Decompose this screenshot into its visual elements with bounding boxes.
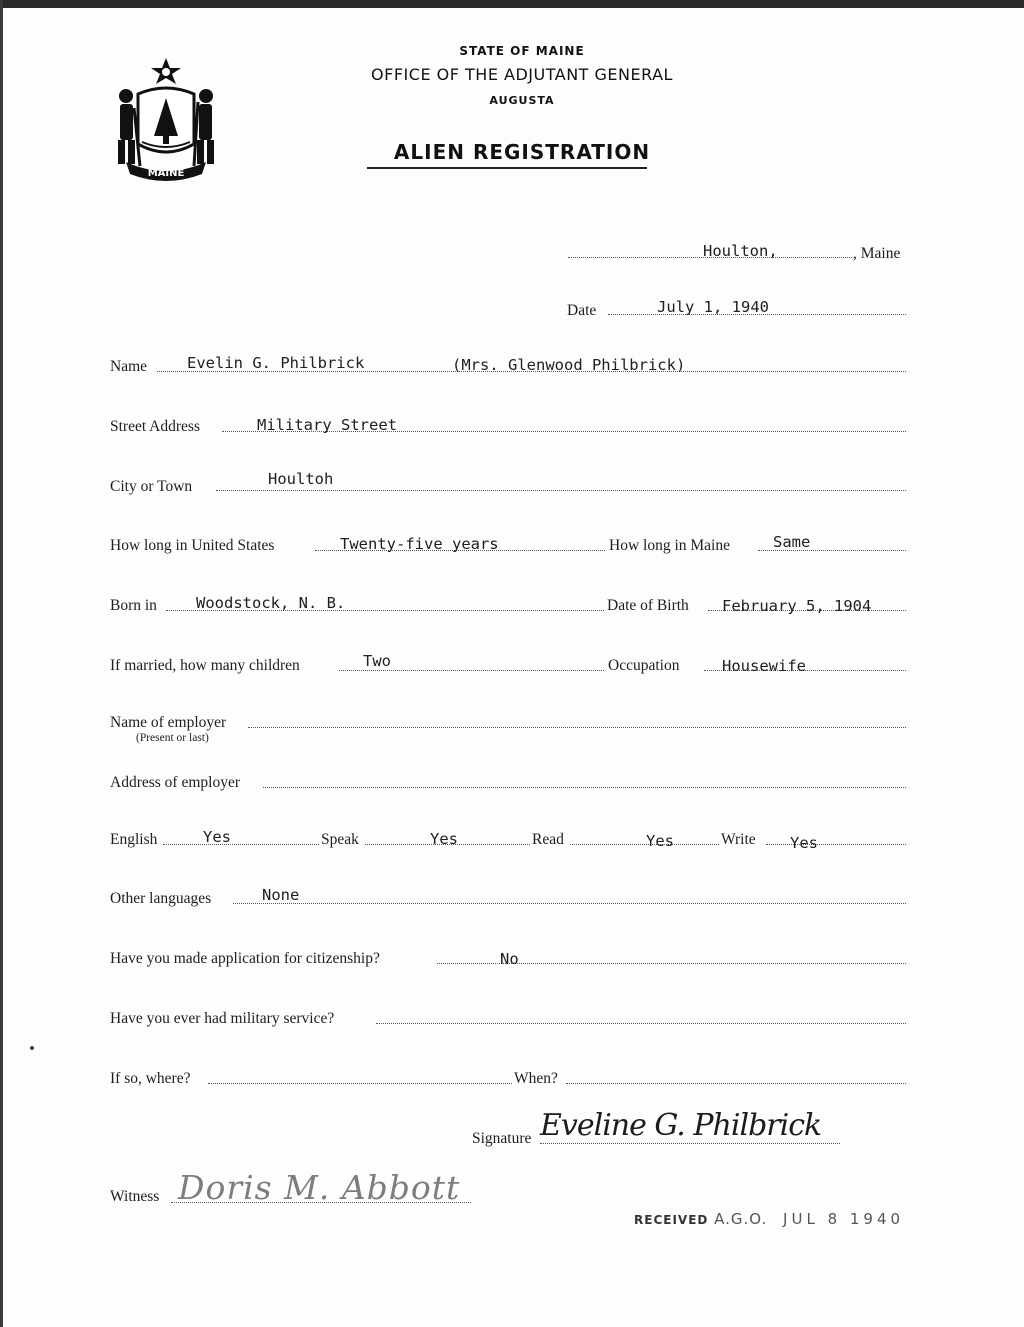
children-value: Two [363, 652, 391, 670]
read-line [570, 844, 719, 845]
other-languages-label: Other languages [110, 890, 212, 907]
write-value: Yes [790, 834, 818, 852]
children-label: If married, how many children [110, 657, 300, 674]
when-line [566, 1083, 906, 1084]
born-value: Woodstock, N. B. [196, 594, 346, 612]
speak-value: Yes [430, 830, 458, 848]
city-value: Houltoh [268, 470, 334, 488]
employer-label: Name of employer [110, 714, 227, 731]
when-label: When? [514, 1070, 558, 1087]
stamp-received: RECEIVED [634, 1213, 709, 1227]
scan-speck [30, 1046, 34, 1050]
write-label: Write [721, 831, 756, 848]
where-line [208, 1083, 512, 1084]
name-alias-value: (Mrs. Glenwood Philbrick) [452, 356, 686, 374]
dob-label: Date of Birth [607, 597, 689, 614]
employer-address-line [263, 787, 906, 788]
speak-label: Speak [321, 831, 359, 848]
english-value: Yes [203, 828, 231, 846]
employer-line [248, 727, 906, 728]
english-label: English [110, 831, 158, 848]
scan-edge-left [0, 0, 3, 1327]
english-line [163, 844, 319, 845]
city-label: City or Town [110, 478, 193, 495]
date-label: Date [567, 302, 597, 319]
stamp-date: JUL 8 1940 [783, 1210, 905, 1228]
street-label: Street Address [110, 418, 200, 435]
witness-value: Doris M. Abbott [178, 1168, 461, 1207]
citizenship-value: No [500, 950, 519, 968]
place-suffix: , Maine [853, 245, 901, 262]
office-heading: OFFICE OF THE ADJUTANT GENERAL [371, 65, 673, 84]
received-stamp [634, 1210, 904, 1228]
signature-label: Signature [472, 1130, 532, 1147]
where-label: If so, where? [110, 1070, 191, 1087]
us-duration-value: Twenty-five years [340, 535, 499, 553]
children-line [339, 670, 604, 671]
other-languages-line [233, 903, 906, 904]
date-value: July 1, 1940 [657, 298, 769, 316]
seal-banner-text: MAINE [147, 168, 185, 179]
read-label: Read [532, 831, 564, 848]
state-heading: STATE OF MAINE [459, 44, 585, 58]
citizenship-label: Have you made application for citizenship? [110, 950, 380, 967]
scan-edge-top [0, 0, 1024, 8]
military-label: Have you ever had military service? [110, 1010, 335, 1027]
employer-address-label: Address of employer [110, 774, 240, 791]
occupation-label: Occupation [608, 657, 680, 674]
us-duration-label: How long in United States [110, 537, 275, 554]
occupation-value: Housewife [722, 657, 806, 675]
born-label: Born in [110, 597, 157, 614]
stamp-office: A.G.O. [714, 1210, 768, 1228]
dob-value: February 5, 1904 [722, 597, 872, 615]
maine-duration-label: How long in Maine [609, 537, 730, 554]
read-value: Yes [646, 832, 674, 850]
name-label: Name [110, 358, 148, 375]
street-value: Military Street [257, 416, 397, 434]
place-value: Houlton, [703, 242, 778, 260]
military-line [376, 1023, 906, 1024]
city-line [216, 490, 906, 491]
name-value: Evelin G. Philbrick [187, 354, 365, 372]
write-line [766, 844, 906, 845]
employer-sublabel: (Present or last) [136, 732, 209, 744]
signature-line [540, 1143, 840, 1144]
signature-value: Eveline G. Philbrick [540, 1108, 822, 1143]
city-heading: AUGUSTA [489, 94, 555, 107]
other-languages-value: None [262, 886, 300, 904]
maine-duration-value: Same [773, 533, 811, 551]
witness-label: Witness [110, 1188, 160, 1205]
title-underline [367, 167, 647, 169]
form-title: ALIEN REGISTRATION [393, 140, 651, 164]
